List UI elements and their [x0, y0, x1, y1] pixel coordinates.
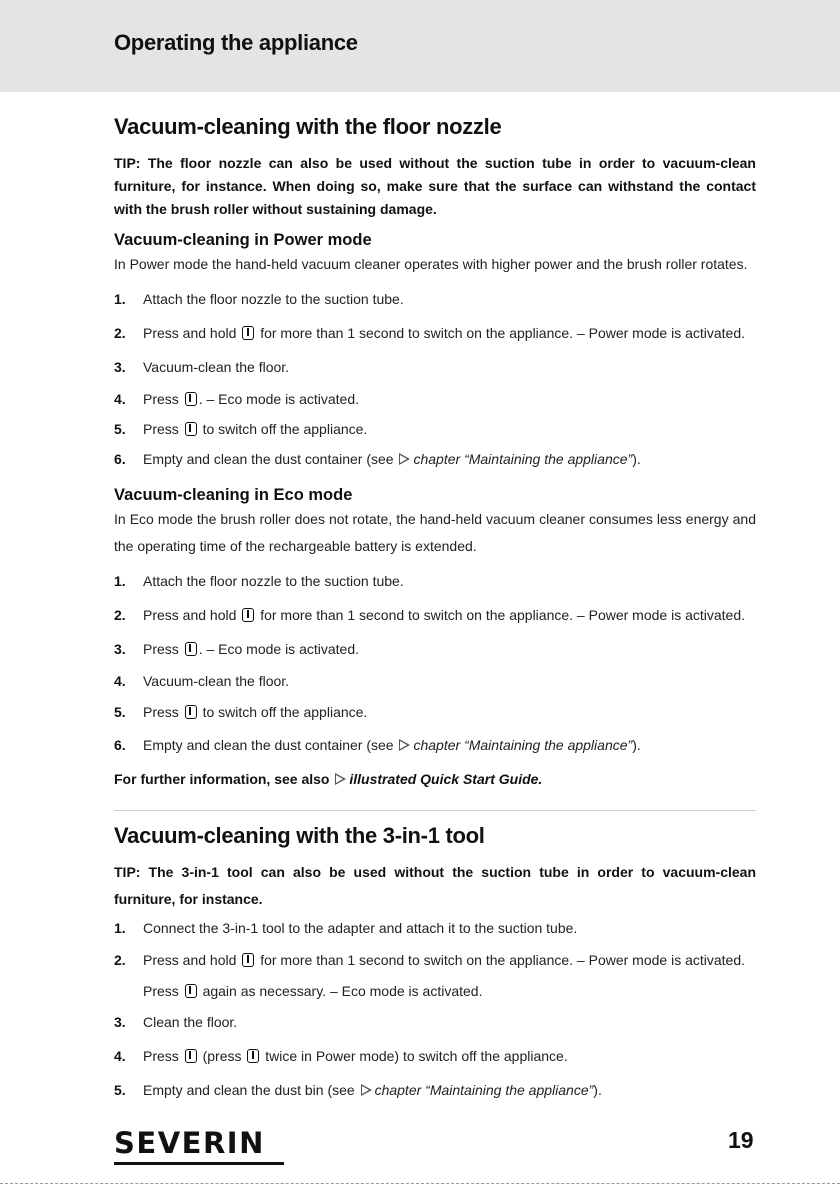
section-title: Vacuum-cleaning with the 3-in-1 tool — [114, 823, 485, 848]
list-item — [114, 598, 756, 632]
step-text: Empty and clean the dust container (see — [143, 451, 394, 467]
step-number: 2. — [114, 325, 126, 341]
list-item — [114, 1005, 756, 1039]
step-text: Press — [143, 704, 179, 720]
brand-logo-text: SEVERIN — [114, 1126, 265, 1160]
step-text: Empty and clean the dust container (see — [143, 737, 394, 753]
steps-list-3in1 — [114, 913, 756, 1107]
list-item-continuation — [114, 977, 756, 1005]
brand-logo — [114, 1128, 284, 1158]
power-button-icon — [242, 608, 254, 622]
chapter-reference-link[interactable]: chapter “Maintaining the appliance” — [374, 1082, 594, 1098]
step-number: 3. — [114, 641, 126, 657]
step-number: 5. — [114, 421, 126, 437]
step-text: Press — [143, 983, 179, 999]
subsection-title-eco: Vacuum-cleaning in Eco mode — [114, 486, 353, 504]
step-text: . – Eco mode is activated. — [198, 641, 359, 657]
list-item — [114, 666, 756, 696]
step-number: 1. — [114, 291, 126, 307]
power-button-icon — [242, 326, 254, 340]
power-button-icon — [185, 1049, 197, 1063]
step-text: twice in Power mode) to switch off the appliance. — [265, 1048, 568, 1064]
cross-reference-arrow-icon — [399, 739, 410, 751]
section-divider — [114, 810, 756, 811]
further-info-text: For further information, see also — [114, 771, 330, 787]
step-text: Connect the 3-in-1 tool to the adapter and attach it to the suction tube. — [143, 920, 578, 936]
step-number: 3. — [114, 359, 126, 375]
power-button-icon — [185, 705, 197, 719]
step-number: 6. — [114, 451, 126, 467]
step-text: Press — [143, 1048, 179, 1064]
step-number: 4. — [114, 391, 126, 407]
list-item — [114, 282, 756, 316]
tip-text: TIP: The 3-in-1 tool can also be used without the suction tube in order to vacuum-clean furniture, for instance. — [114, 864, 756, 907]
step-text: Empty and clean the dust bin (see — [143, 1082, 355, 1098]
list-item — [114, 728, 756, 762]
tip-text: TIP: The floor nozzle can also be used without the suction tube in order to vacuum-clean furniture, for instance. When doing so, make sure that the surface can withstand the contact with the brush roller without sustaining damage. — [114, 155, 756, 217]
step-text: Press and hold — [143, 607, 237, 623]
step-text: ). — [632, 737, 641, 753]
step-text: Press — [143, 641, 179, 657]
chapter-reference-link[interactable]: chapter “Maintaining the appliance” — [413, 737, 633, 753]
step-text: Attach the floor nozzle to the suction tube. — [143, 573, 404, 589]
power-button-icon — [185, 392, 197, 406]
page-number: 19 — [728, 1127, 754, 1153]
brand-logo-underline — [114, 1162, 284, 1165]
step-text: . – Eco mode is activated. — [198, 391, 359, 407]
list-item — [114, 316, 756, 350]
step-number: 3. — [114, 1014, 126, 1030]
list-item — [114, 414, 756, 444]
step-number: 5. — [114, 1082, 126, 1098]
step-text: Vacuum-clean the floor. — [143, 673, 290, 689]
power-button-icon — [185, 422, 197, 436]
list-item — [114, 564, 756, 598]
step-text: Press — [143, 421, 179, 437]
subsection-title-power: Vacuum-cleaning in Power mode — [114, 231, 372, 249]
steps-list-eco — [114, 564, 756, 762]
quick-start-guide-link[interactable]: illustrated Quick Start Guide. — [349, 771, 543, 787]
step-text: Attach the floor nozzle to the suction tube. — [143, 291, 404, 307]
step-number: 1. — [114, 920, 126, 936]
page-bottom-edge — [0, 1183, 840, 1185]
step-number: 4. — [114, 673, 126, 689]
page-header — [0, 0, 840, 92]
step-text: ). — [632, 451, 641, 467]
step-text: Press and hold — [143, 325, 237, 341]
list-item — [114, 943, 756, 977]
main-content — [114, 112, 756, 1107]
step-text: (press — [202, 1048, 242, 1064]
power-button-icon — [242, 953, 254, 967]
list-item — [114, 913, 756, 943]
step-text: for more than 1 second to switch on the appliance. – Power mode is activated. — [260, 952, 746, 968]
chapter-reference-link[interactable]: chapter “Maintaining the appliance” — [413, 451, 633, 467]
list-item — [114, 632, 756, 666]
step-text: ). — [593, 1082, 602, 1098]
step-number: 2. — [114, 952, 126, 968]
list-item — [114, 350, 756, 384]
step-text: for more than 1 second to switch on the appliance. – Power mode is activated. — [260, 325, 746, 341]
step-number: 2. — [114, 607, 126, 623]
step-number: 5. — [114, 704, 126, 720]
list-item — [114, 696, 756, 728]
step-text: Press and hold — [143, 952, 237, 968]
list-item — [114, 444, 756, 474]
step-text: Vacuum-clean the floor. — [143, 359, 290, 375]
step-text: for more than 1 second to switch on the appliance. – Power mode is activated. — [260, 607, 746, 623]
cross-reference-arrow-icon — [399, 453, 410, 465]
further-info-note — [114, 766, 756, 792]
list-item — [114, 384, 756, 414]
list-item — [114, 1073, 756, 1107]
step-text: again as necessary. – Eco mode is activated. — [202, 983, 483, 999]
steps-list-power — [114, 282, 756, 474]
cross-reference-arrow-icon — [335, 773, 346, 785]
step-text: Clean the floor. — [143, 1014, 238, 1030]
step-number: 1. — [114, 573, 126, 589]
step-number: 4. — [114, 1048, 126, 1064]
step-number: 6. — [114, 737, 126, 753]
power-button-icon — [247, 1049, 259, 1063]
intro-text-eco: In Eco mode the brush roller does not rotate, the hand-held vacuum cleaner consumes less energy and the operating time of the rechargeable battery is extended. — [114, 511, 756, 554]
step-text: to switch off the appliance. — [202, 704, 368, 720]
power-button-icon — [185, 642, 197, 656]
intro-text-power: In Power mode the hand-held vacuum cleaner operates with higher power and the brush roller rotates. — [114, 256, 748, 272]
section-title: Vacuum-cleaning with the floor nozzle — [114, 114, 502, 139]
cross-reference-arrow-icon — [361, 1084, 372, 1096]
power-button-icon — [185, 984, 197, 998]
page-header-title: Operating the appliance — [114, 30, 358, 55]
step-text: to switch off the appliance. — [202, 421, 368, 437]
list-item — [114, 1039, 756, 1073]
step-text: Press — [143, 391, 179, 407]
